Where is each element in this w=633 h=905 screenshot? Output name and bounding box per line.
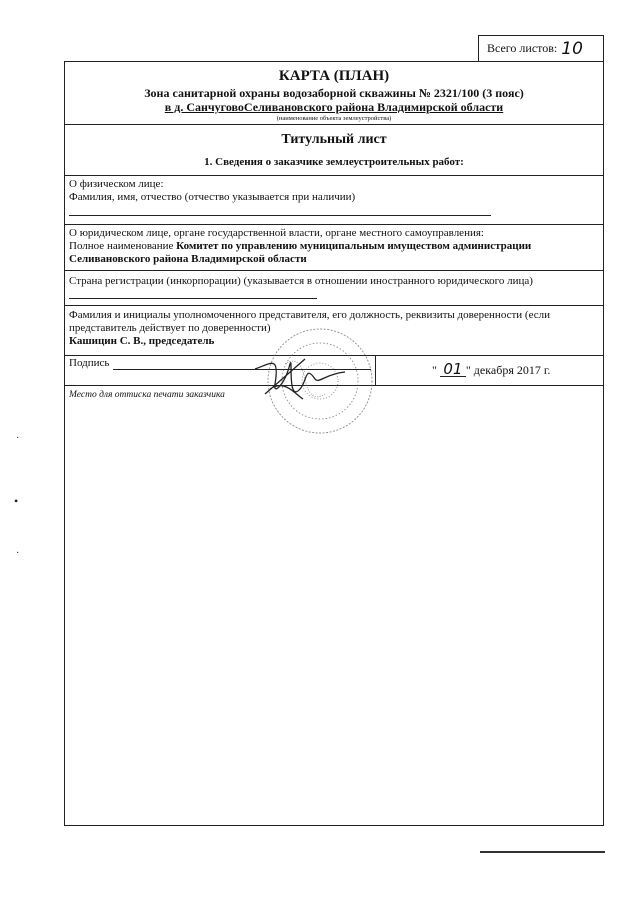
sheet-count-value: 10 — [561, 38, 583, 59]
representative-label-line2: представитель действует по доверенности) — [69, 322, 271, 334]
legal-entity-fullname-value-line1: Комитет по управлению муниципальным имуществом администрации — [176, 240, 532, 252]
stamp-place-label: Место для оттиска печати заказчика — [69, 390, 225, 400]
legal-entity-fullname-prefix: Полное наименование — [69, 240, 177, 252]
legal-entity-label: О юридическом лице, органе государственной власти, органе местного самоуправления: — [69, 227, 484, 239]
individual-name-label: Фамилия, имя, отчество (отчество указывается при наличии) — [69, 191, 356, 203]
document-title: КАРТА (ПЛАН) — [278, 68, 390, 84]
document-frame — [64, 61, 604, 826]
signature-label: Подпись — [69, 357, 110, 369]
object-name-caption: (наименование объекта землеустройства) — [276, 115, 392, 122]
divider — [65, 270, 603, 271]
country-line — [69, 298, 317, 299]
divider — [65, 124, 603, 125]
country-label: Страна регистрации (инкорпорации) (указывается в отношении иностранного юридического лица) — [69, 275, 533, 287]
title-page-heading: Титульный лист — [281, 132, 387, 147]
individual-name-line — [69, 215, 491, 216]
legal-entity-fullname-value-line2: Селивановского района Владимирской области — [69, 253, 307, 265]
divider — [65, 305, 603, 306]
object-name-line1: Зона санитарной охраны водозаборной скважины № 2321/100 (3 пояс) — [144, 86, 524, 100]
margin-mark: · — [16, 433, 20, 444]
section1-heading: 1. Сведения о заказчике землеустроительных работ: — [204, 156, 464, 168]
divider — [65, 224, 603, 225]
margin-mark: · — [16, 548, 20, 559]
object-name-line2: в д. СанчуговоСеливановского района Владимирской области — [164, 100, 504, 114]
sheet-count-label: Всего листов: — [487, 41, 558, 55]
stamp-and-signature — [245, 324, 385, 439]
signature-date — [432, 360, 551, 378]
legal-entity-fullname — [69, 240, 531, 253]
date-rest: " декабря 2017 г. — [465, 363, 551, 377]
sheet-count-box — [478, 35, 604, 61]
date-open-quote: " — [432, 363, 437, 377]
margin-mark: • — [14, 494, 19, 508]
representative-label-line1: Фамилия и инициалы уполномоченного представителя, его должность, реквизиты доверенности (если — [69, 309, 550, 321]
date-day: 01 — [440, 363, 466, 377]
individual-label: О физическом лице: — [69, 178, 164, 190]
divider — [65, 175, 603, 176]
representative-value: Кашицин С. В., председатель — [69, 335, 215, 347]
bottom-rule — [480, 851, 605, 853]
